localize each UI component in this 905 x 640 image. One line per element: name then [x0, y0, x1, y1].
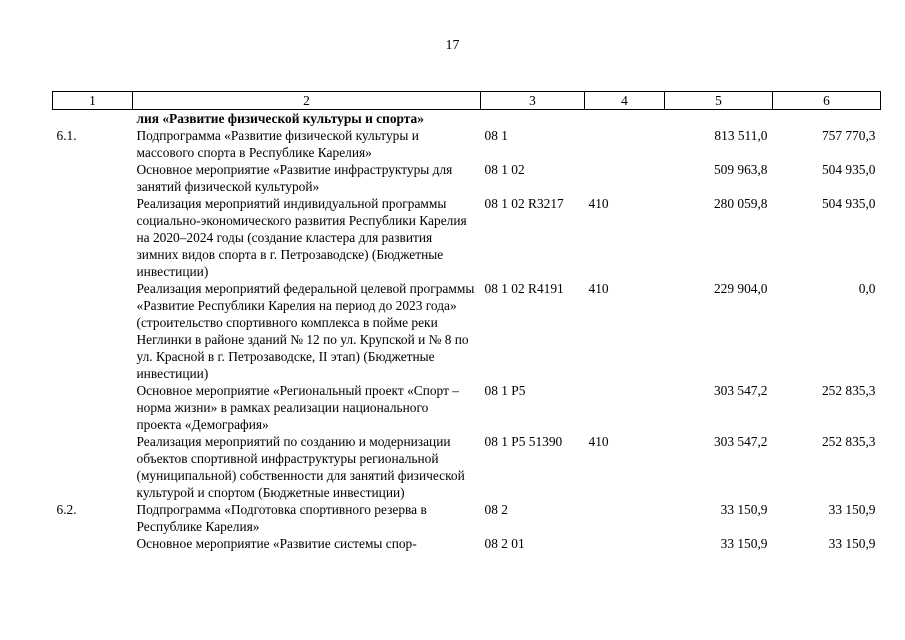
budget-table	[52, 91, 881, 552]
row-code: 08 2 01	[484, 536, 525, 551]
column-header-4: 4	[585, 92, 665, 110]
table-row	[53, 161, 881, 195]
row-index	[53, 161, 133, 195]
table-row	[53, 280, 881, 382]
row-name: Реализация мероприятий по созданию и модернизации объектов спортивной инфраструктуры региональной (муниципальной) собственности для занятий физической культурой и спортом (Бюджетные инвестиции)	[136, 434, 465, 500]
row-kvr	[585, 535, 665, 552]
row-code: 08 1	[484, 128, 508, 143]
row-name: Основное мероприятие «Региональный проект «Спорт – норма жизни» в рамках реализации национального проекта «Демография»	[136, 383, 459, 432]
table-row	[53, 433, 881, 501]
row-code: 08 1 P5	[484, 383, 526, 398]
row-code: 08 1 02 R4191	[484, 281, 564, 296]
page-number: 17	[445, 38, 460, 53]
row-name: Подпрограмма «Развитие физической культуры и массового спорта в Республике Карелия»	[136, 128, 419, 160]
row-index	[53, 535, 133, 552]
table-row	[53, 195, 881, 280]
row-index: 6.2.	[56, 502, 77, 517]
table-row	[53, 501, 881, 535]
row-code: 08 1 P5 51390	[484, 434, 563, 449]
row-value-2021: 229 904,0	[713, 281, 768, 296]
row-kvr: 410	[588, 281, 609, 296]
row-kvr: 410	[588, 196, 609, 211]
row-index	[53, 280, 133, 382]
row-value-2021: 303 547,2	[713, 434, 768, 449]
continuation-text: лия «Развитие физической культуры и спорта»	[136, 111, 424, 126]
row-name: Реализация мероприятий индивидуальной программы социально-экономического развития Республики Карелия на 2020–2024 годы (создание кластера для развития зимних видов спорта в г. Петрозаводске) (Бюджетные инвестиции)	[136, 196, 467, 279]
row-code: 08 1 02 R3217	[484, 196, 564, 211]
row-value-2022: 33 150,9	[828, 536, 876, 551]
row-value-2022: 504 935,0	[821, 196, 876, 211]
column-header-3: 3	[481, 92, 585, 110]
row-index	[53, 382, 133, 433]
column-header-6: 6	[773, 92, 881, 110]
row-kvr: 410	[588, 434, 609, 449]
row-index	[53, 195, 133, 280]
table-header-row	[53, 92, 881, 110]
row-value-2022: 33 150,9	[828, 502, 876, 517]
row-value-2021: 33 150,9	[720, 502, 768, 517]
row-index: 6.1.	[56, 128, 77, 143]
row-value-2022: 252 835,3	[821, 383, 876, 398]
row-kvr	[585, 501, 665, 535]
table-row	[53, 535, 881, 552]
row-code: 08 2	[484, 502, 508, 517]
row-name: Подпрограмма «Подготовка спортивного резерва в Республике Карелия»	[136, 502, 427, 534]
row-value-2021: 303 547,2	[713, 383, 768, 398]
row-name: Основное мероприятие «Развитие системы спор-	[136, 536, 417, 551]
continuation-row	[53, 110, 881, 128]
row-kvr	[585, 161, 665, 195]
row-value-2022: 757 770,3	[821, 128, 876, 143]
table-row	[53, 382, 881, 433]
row-value-2022: 504 935,0	[821, 162, 876, 177]
row-value-2021: 813 511,0	[714, 128, 768, 143]
row-name: Реализация мероприятий федеральной целевой программы «Развитие Республики Карелия на период до 2023 года» (строительство спортивного комплекса в пойме реки Неглинки в районе зданий № 12 по ул. Крупской и № 8 по ул. Красной в г. Петрозаводске, II этап) (Бюджетные инвестиции)	[136, 281, 475, 381]
row-kvr	[585, 127, 665, 161]
row-value-2022: 252 835,3	[821, 434, 876, 449]
row-code: 08 1 02	[484, 162, 525, 177]
row-kvr	[585, 382, 665, 433]
row-name: Основное мероприятие «Развитие инфраструктуры для занятий физической культурой»	[136, 162, 453, 194]
row-value-2022: 0,0	[858, 281, 876, 296]
row-value-2021: 280 059,8	[713, 196, 768, 211]
row-index	[53, 433, 133, 501]
column-header-1: 1	[53, 92, 133, 110]
column-header-2: 2	[133, 92, 481, 110]
table-row	[53, 127, 881, 161]
row-value-2021: 509 963,8	[713, 162, 768, 177]
row-value-2021: 33 150,9	[720, 536, 768, 551]
column-header-5: 5	[665, 92, 773, 110]
